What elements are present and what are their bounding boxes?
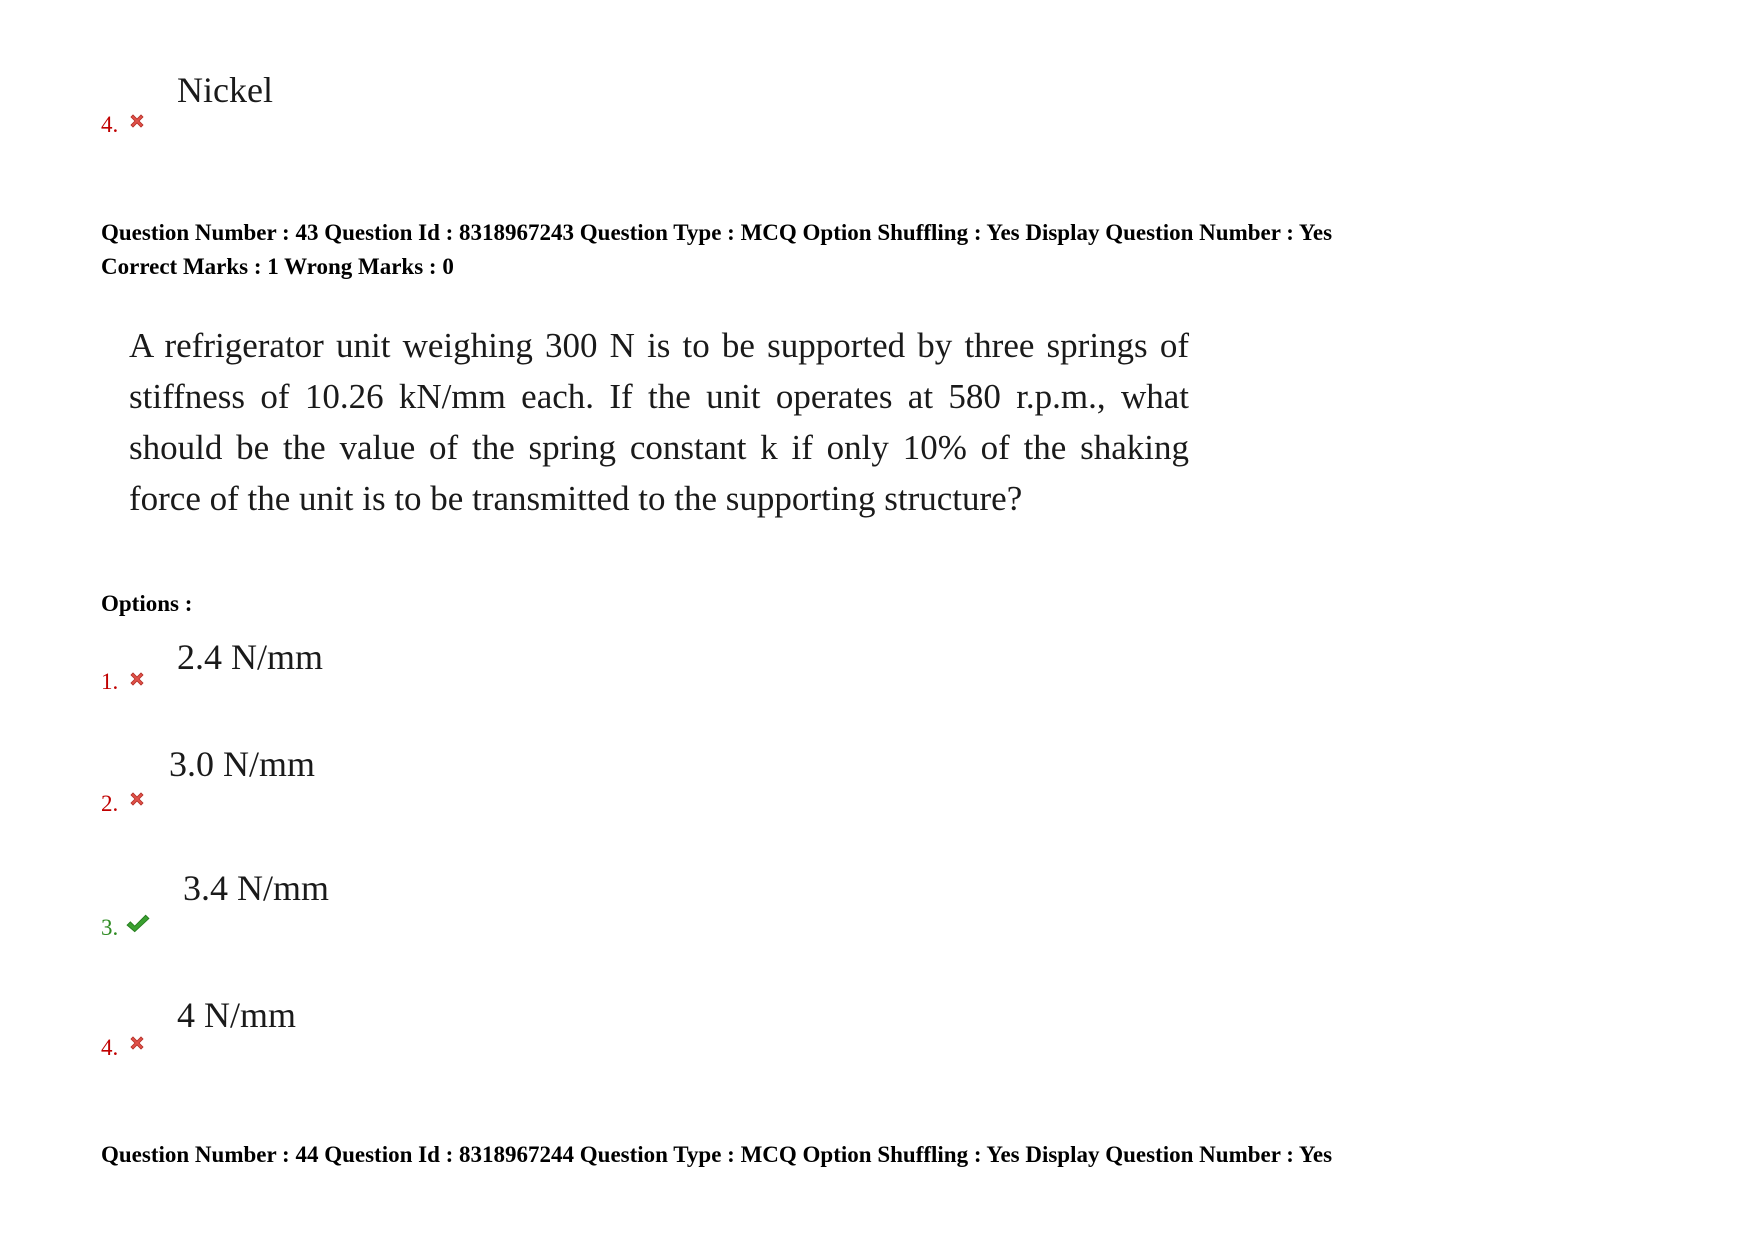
question-meta-line: Question Number : 43 Question Id : 8318967243 Question Type : MCQ Option Shuffling : Yes Display Question Number : Yes bbox=[101, 220, 1333, 245]
question-text: A refrigerator unit weighing 300 N is to be supported by three springs of stiffness of 10.26 kN/mm each. If the unit operates at 580 r.p.m., what should be the value of the spring constant k if only 10% of the shaking force of the unit is to be transmitted to the supporting structure? bbox=[129, 326, 1189, 518]
cross-icon bbox=[128, 112, 146, 130]
option-number: 1. bbox=[101, 669, 119, 694]
option-text: 3.4 N/mm bbox=[183, 868, 330, 908]
cross-icon bbox=[128, 1034, 146, 1052]
options-label: Options : bbox=[101, 591, 193, 616]
option-text: 3.0 N/mm bbox=[169, 744, 316, 784]
option-number: 4. bbox=[101, 112, 119, 137]
marks-meta-line: Correct Marks : 1 Wrong Marks : 0 bbox=[101, 254, 454, 279]
option-text: 2.4 N/mm bbox=[177, 637, 324, 677]
option-number: 4. bbox=[101, 1035, 119, 1060]
option-text: Nickel bbox=[177, 70, 273, 110]
option-number: 3. bbox=[101, 915, 119, 940]
option-text: 4 N/mm bbox=[177, 995, 297, 1035]
check-icon bbox=[126, 914, 150, 934]
cross-icon bbox=[128, 670, 146, 688]
cross-icon bbox=[128, 790, 146, 808]
option-number: 2. bbox=[101, 791, 119, 816]
question-meta-line: Question Number : 44 Question Id : 8318967244 Question Type : MCQ Option Shuffling : Yes Display Question Number : Yes bbox=[101, 1142, 1333, 1167]
